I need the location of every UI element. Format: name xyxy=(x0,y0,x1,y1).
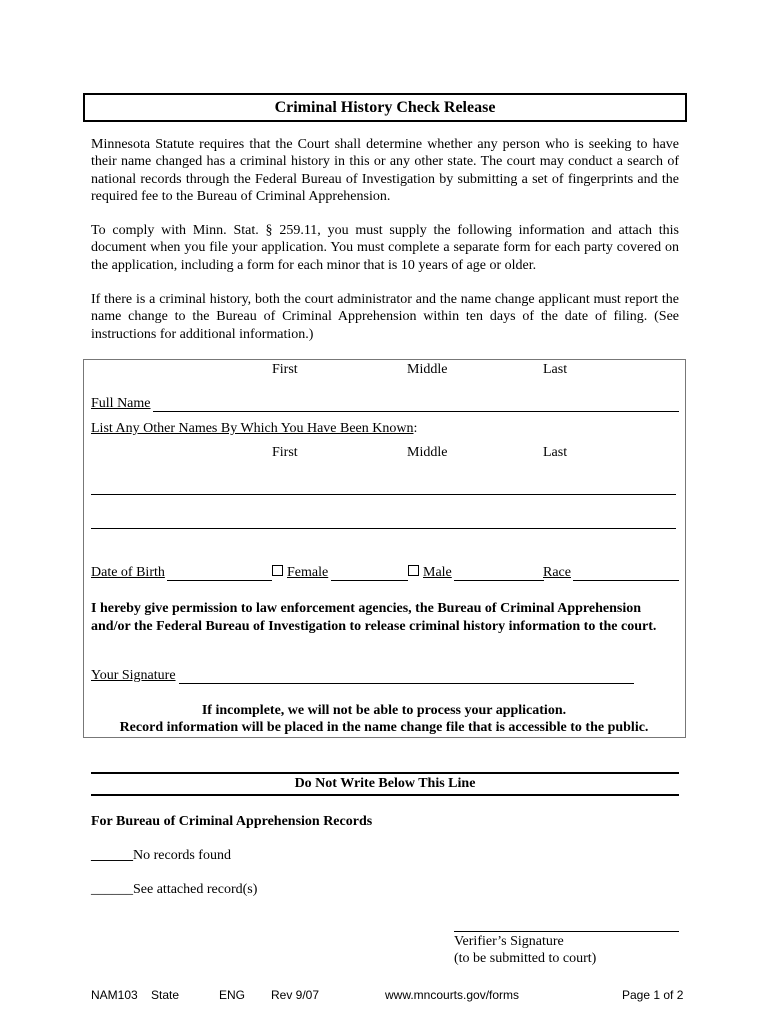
signature-field[interactable] xyxy=(179,683,634,684)
full-name-label: Full Name xyxy=(91,396,151,411)
footer-revision: Rev 9/07 xyxy=(271,988,320,1002)
dob-label: Date of Birth xyxy=(91,565,165,580)
column-first: First xyxy=(272,362,298,377)
verifier-signature-field[interactable] xyxy=(454,931,679,932)
male-label: Male xyxy=(423,565,452,580)
column-middle: Middle xyxy=(407,362,448,377)
no-records-option: ______No records found xyxy=(91,848,231,863)
divider-top xyxy=(91,772,679,774)
male-blank xyxy=(454,580,544,581)
bca-records-heading: For Bureau of Criminal Apprehension Records xyxy=(91,814,373,829)
other-names-label: List Any Other Names By Which You Have Been Known: xyxy=(91,421,418,436)
race-label: Race xyxy=(543,565,571,580)
footer-jurisdiction: State xyxy=(151,988,180,1002)
female-blank xyxy=(331,580,408,581)
footer-page-number: Page 1 of 2 xyxy=(622,988,684,1002)
footer-language: ENG xyxy=(219,988,246,1002)
attached-records-option: ______See attached record(s) xyxy=(91,882,258,897)
do-not-write-label: Do Not Write Below This Line xyxy=(294,776,476,791)
other-name-field-1[interactable] xyxy=(91,494,676,495)
column-first-alt: First xyxy=(272,445,298,460)
column-last: Last xyxy=(543,362,568,377)
column-middle-alt: Middle xyxy=(407,445,448,460)
verifier-signature-label: Verifier’s Signature xyxy=(454,934,564,949)
full-name-field[interactable] xyxy=(153,411,679,412)
male-checkbox[interactable] xyxy=(408,565,419,576)
permission-statement: I hereby give permission to law enforcement agencies, the Bureau of Criminal Apprehension and/or the Federal Bureau of Investigation to release criminal history information to the court. xyxy=(91,601,657,634)
form-title: Criminal History Check Release xyxy=(83,93,687,122)
race-field[interactable] xyxy=(573,580,679,581)
column-last-alt: Last xyxy=(543,445,568,460)
verifier-note: (to be submitted to court) xyxy=(454,951,597,966)
footer-form-code: NAM103 xyxy=(91,988,138,1002)
reporting-paragraph: If there is a criminal history, both the court administrator and the name change applicant must report the name change to the Bureau of Criminal Apprehension within ten days of the date of filing. (See instructions for additional information.) xyxy=(91,292,679,342)
female-label: Female xyxy=(287,565,329,580)
other-name-field-2[interactable] xyxy=(91,528,676,529)
male-option[interactable] xyxy=(408,565,452,581)
female-option[interactable] xyxy=(272,565,328,581)
signature-label: Your Signature xyxy=(91,668,176,683)
female-checkbox[interactable] xyxy=(272,565,283,576)
incomplete-warning: If incomplete, we will not be able to process your application. xyxy=(201,703,567,718)
footer-website[interactable]: www.mncourts.gov/forms xyxy=(385,988,520,1002)
dob-field[interactable] xyxy=(167,580,272,581)
compliance-paragraph: To comply with Minn. Stat. § 259.11, you must supply the following information and attach this document when you file your application. You must complete a separate form for each party covered on the application, including a form for each minor that is 10 years of age or older. xyxy=(91,223,679,273)
divider-bottom xyxy=(91,794,679,796)
public-record-warning: Record information will be placed in the name change file that is accessible to the public. xyxy=(119,720,649,735)
intro-paragraph: Minnesota Statute requires that the Court shall determine whether any person who is seeking to have their name changed has a criminal history in this or any other state. The court may conduct a search of national records through the Federal Bureau of Investigation by submitting a set of fingerprints and the required fee to the Bureau of Criminal Apprehension. xyxy=(91,137,679,204)
